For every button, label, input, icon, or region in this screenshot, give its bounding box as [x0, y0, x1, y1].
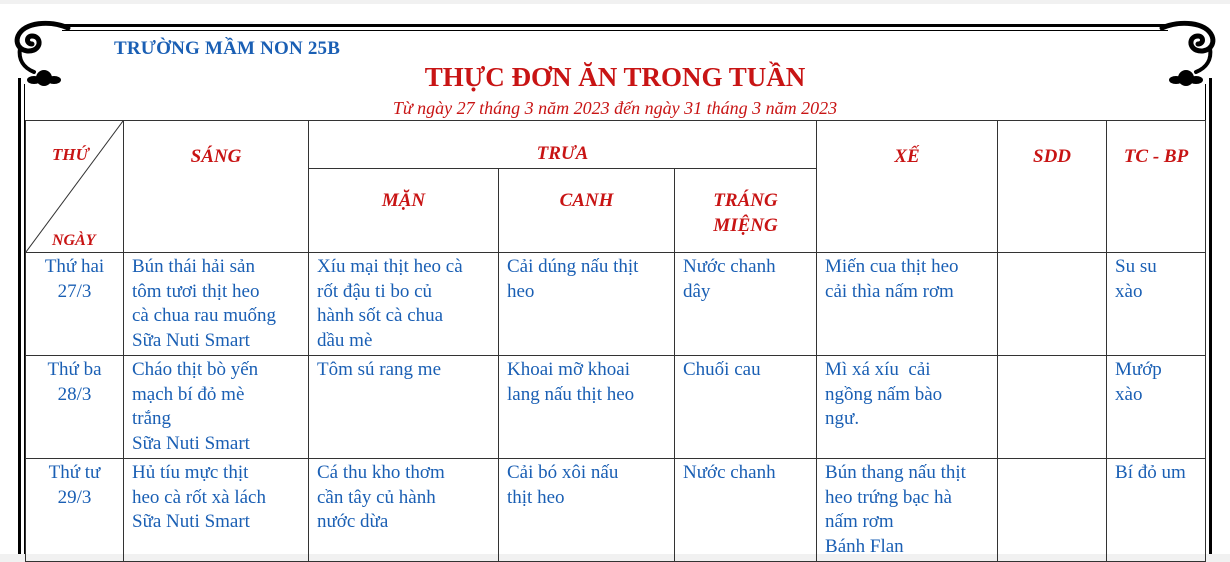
day-date: 29/3 — [57, 486, 92, 508]
cell-line: Hủ tíu mực thịt — [132, 462, 249, 483]
cell-line: Miến cua thịt heo — [825, 256, 959, 277]
cell-line: Xíu mại thịt heo cà — [317, 256, 463, 277]
cell-line: Bánh Flan — [825, 535, 904, 557]
day-cell — [26, 253, 124, 356]
sdd-cell — [998, 356, 1107, 459]
tcbp-cell — [1107, 253, 1206, 356]
cell-line: Nước chanh — [683, 462, 776, 483]
cell-line: Cá thu kho thơm — [317, 462, 445, 483]
xe-cell — [817, 356, 998, 459]
table-row — [26, 253, 1206, 356]
frame-border-right — [1209, 78, 1212, 554]
cell-line: heo trứng bạc hà — [825, 486, 952, 508]
day-name: Thứ ba — [47, 359, 102, 380]
cell-line: hành sốt cà chua — [317, 305, 444, 326]
cell-line: Cải dúng nấu thịt — [507, 256, 639, 277]
header-man: MẶN — [309, 169, 499, 253]
day-cell — [26, 459, 124, 562]
table-row — [26, 356, 1206, 459]
cell-line: Tôm sú rang me — [317, 359, 442, 380]
header-sang: SÁNG — [124, 121, 309, 253]
cell-line: Sữa Nuti Smart — [132, 511, 250, 532]
cell-line: ngồng nấm bào — [825, 383, 943, 405]
cell-line: Khoai mỡ khoai — [507, 359, 630, 380]
trang-mieng-cell — [675, 356, 817, 459]
frame-border-top-inner — [62, 30, 1168, 31]
header-trang-mieng-line-1: TRÁNG — [713, 190, 778, 211]
cell-line: Mướp — [1115, 359, 1162, 380]
cell-line: Sữa Nuti Smart — [132, 329, 250, 351]
man-cell — [309, 253, 499, 356]
cell-line: Mì xá xíu cải — [825, 359, 931, 380]
cell-line: Nước chanh — [683, 256, 776, 277]
cell-line: ngư. — [825, 408, 860, 429]
cell-line: lang nấu thịt heo — [507, 383, 635, 405]
header-trang-mieng-line-2: MIỆNG — [713, 214, 778, 236]
cell-line: Bún thái hải sản — [132, 256, 255, 277]
menu-document — [0, 4, 1230, 557]
school-name: TRƯỜNG MẦM NON 25B — [114, 38, 341, 59]
tcbp-cell — [1107, 356, 1206, 459]
sdd-cell — [998, 459, 1107, 562]
cell-line: dầu mè — [317, 329, 373, 351]
header-trang-mieng — [675, 169, 817, 253]
cell-line: Cải bó xôi nấu — [507, 462, 619, 483]
man-cell — [309, 459, 499, 562]
trang-mieng-cell — [675, 459, 817, 562]
cell-line: rốt đậu ti bo củ — [317, 280, 433, 302]
cell-line: Bí đỏ um — [1115, 462, 1186, 483]
day-name: Thứ tư — [48, 462, 101, 483]
cell-line: thịt heo — [507, 486, 565, 508]
cell-line: Bún thang nấu thịt — [825, 462, 966, 483]
canh-cell — [499, 459, 675, 562]
cell-line: Chuối cau — [683, 359, 761, 380]
header-tcbp: TC - BP — [1107, 121, 1206, 253]
table-row — [26, 459, 1206, 562]
day-cell — [26, 356, 124, 459]
xe-cell — [817, 459, 998, 562]
cell-line: mạch bí đỏ mè — [132, 383, 245, 405]
cell-line: Sữa Nuti Smart — [132, 432, 250, 454]
header-canh: CANH — [499, 169, 675, 253]
sang-cell — [124, 356, 309, 459]
canh-cell — [499, 253, 675, 356]
header-trua: TRƯA — [309, 121, 817, 169]
man-cell — [309, 356, 499, 459]
xe-cell — [817, 253, 998, 356]
header-thu: THỨ — [52, 145, 89, 164]
cell-line: tôm tươi thịt heo — [132, 280, 260, 302]
day-name: Thứ hai — [44, 256, 105, 277]
sang-cell — [124, 253, 309, 356]
cell-line: cần tây củ hành — [317, 486, 436, 508]
weekly-menu-table — [25, 120, 1206, 562]
frame-border-top — [62, 24, 1168, 27]
header-xe: XẾ — [817, 121, 998, 253]
header-sdd: SDD — [998, 121, 1107, 253]
cell-line: heo cà rốt xà lách — [132, 486, 266, 508]
cell-line: xào — [1115, 280, 1143, 302]
header-day-date-cell — [26, 121, 124, 253]
sang-cell — [124, 459, 309, 562]
cell-line: dây — [683, 280, 711, 302]
canh-cell — [499, 356, 675, 459]
day-date: 27/3 — [57, 280, 92, 302]
sdd-cell — [998, 253, 1107, 356]
cell-line: Cháo thịt bò yến — [132, 359, 259, 380]
header-row-1 — [26, 121, 1206, 169]
tcbp-cell — [1107, 459, 1206, 562]
cell-line: nấm rơm — [825, 511, 894, 532]
date-range-subtitle: Từ ngày 27 tháng 3 năm 2023 đến ngày 31 tháng 3 năm 2023 — [392, 98, 838, 118]
cell-line: xào — [1115, 383, 1143, 405]
cell-line: Su su — [1115, 256, 1157, 277]
trang-mieng-cell — [675, 253, 817, 356]
cell-line: cải thìa nấm rơm — [825, 280, 954, 302]
header-ngay: NGÀY — [52, 232, 96, 249]
cell-line: heo — [507, 280, 535, 302]
day-date: 28/3 — [57, 383, 92, 405]
cell-line: nước dừa — [317, 511, 389, 532]
cell-line: trắng — [132, 408, 172, 429]
frame-border-left — [18, 78, 21, 554]
cell-line: cà chua rau muống — [132, 305, 277, 326]
page-title: THỰC ĐƠN ĂN TRONG TUẦN — [424, 62, 806, 92]
